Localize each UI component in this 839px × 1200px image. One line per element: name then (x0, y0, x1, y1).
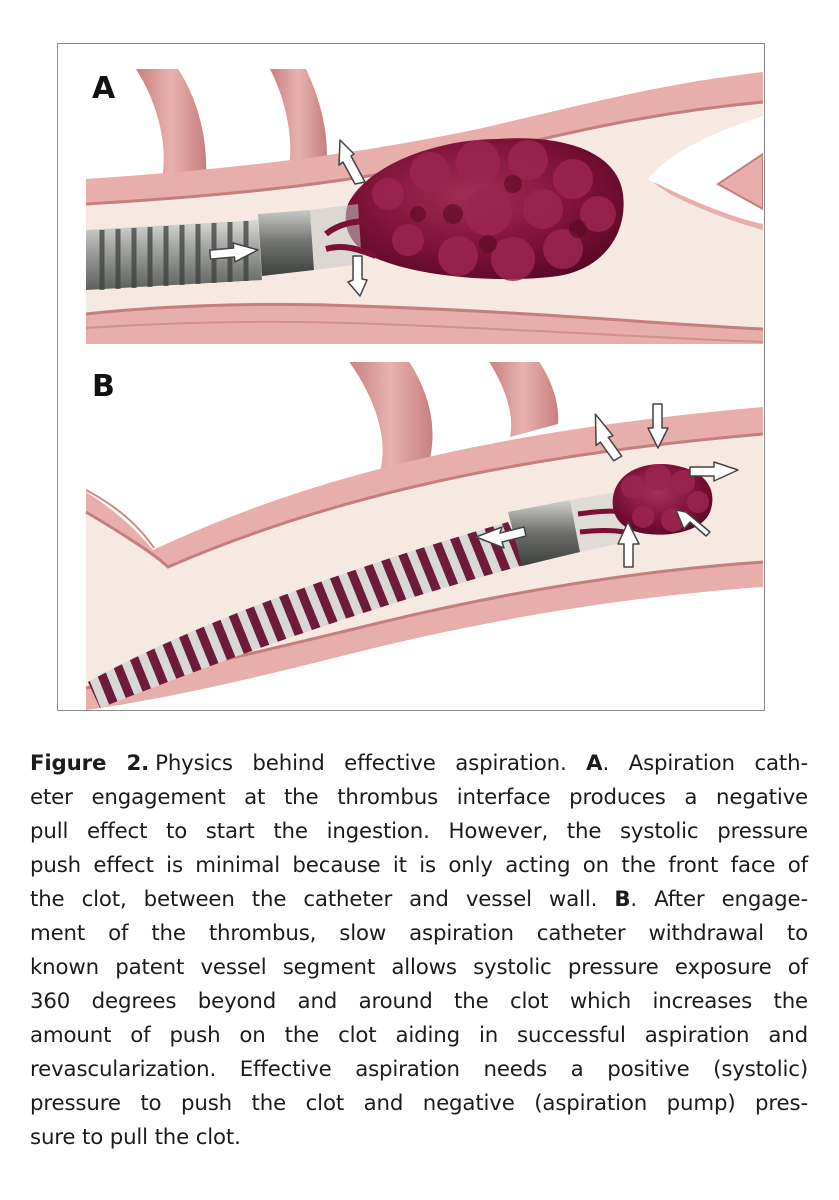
caption-text: amount of push on the clot aiding in successful aspiration and (30, 1023, 808, 1048)
caption-line (30, 849, 808, 883)
caption-text: eter engagement at the thrombus interface produces a negative (30, 785, 808, 810)
caption-line (30, 1019, 808, 1053)
caption-text: . Aspiration cath- (602, 751, 808, 776)
caption-line (30, 1053, 808, 1087)
caption-text: the clot, between the catheter and vessel wall. (30, 887, 615, 912)
caption-panel-ref: B (614, 887, 631, 912)
panel-b-illustration (58, 362, 763, 710)
caption-line (30, 985, 808, 1019)
caption-text: push effect is minimal because it is only acting on the front face of (30, 853, 808, 878)
caption-text: 360 degrees beyond and around the clot which increases the (30, 989, 808, 1014)
caption-text: pressure to push the clot and negative (aspiration pump) pres- (30, 1091, 808, 1116)
caption-text: known patent vessel segment allows systolic pressure exposure of (30, 955, 808, 980)
caption-line (30, 883, 808, 917)
figure-frame (57, 43, 765, 711)
caption-line (30, 951, 808, 985)
panel-a-label: A (92, 71, 116, 106)
caption-line (30, 917, 808, 951)
caption-text: . After engage- (630, 887, 809, 912)
caption-text: sure to pull the clot. (30, 1125, 241, 1150)
caption-line (30, 781, 808, 815)
figure-caption (30, 747, 808, 1155)
panel-a-illustration (58, 44, 763, 362)
panel-b-label: B (92, 369, 115, 404)
caption-line (30, 747, 808, 781)
caption-panel-ref: A (586, 751, 603, 776)
caption-text: Physics behind effective aspiration. (155, 751, 587, 776)
caption-line (30, 815, 808, 849)
caption-line (30, 1121, 808, 1155)
caption-text: revascularization. Effective aspiration needs a positive (systolic) (30, 1057, 808, 1082)
caption-line (30, 1087, 808, 1121)
caption-title: Figure 2. (30, 751, 150, 776)
caption-text: pull effect to start the ingestion. However, the systolic pressure (30, 819, 808, 844)
caption-text: ment of the thrombus, slow aspiration catheter withdrawal to (30, 921, 808, 946)
